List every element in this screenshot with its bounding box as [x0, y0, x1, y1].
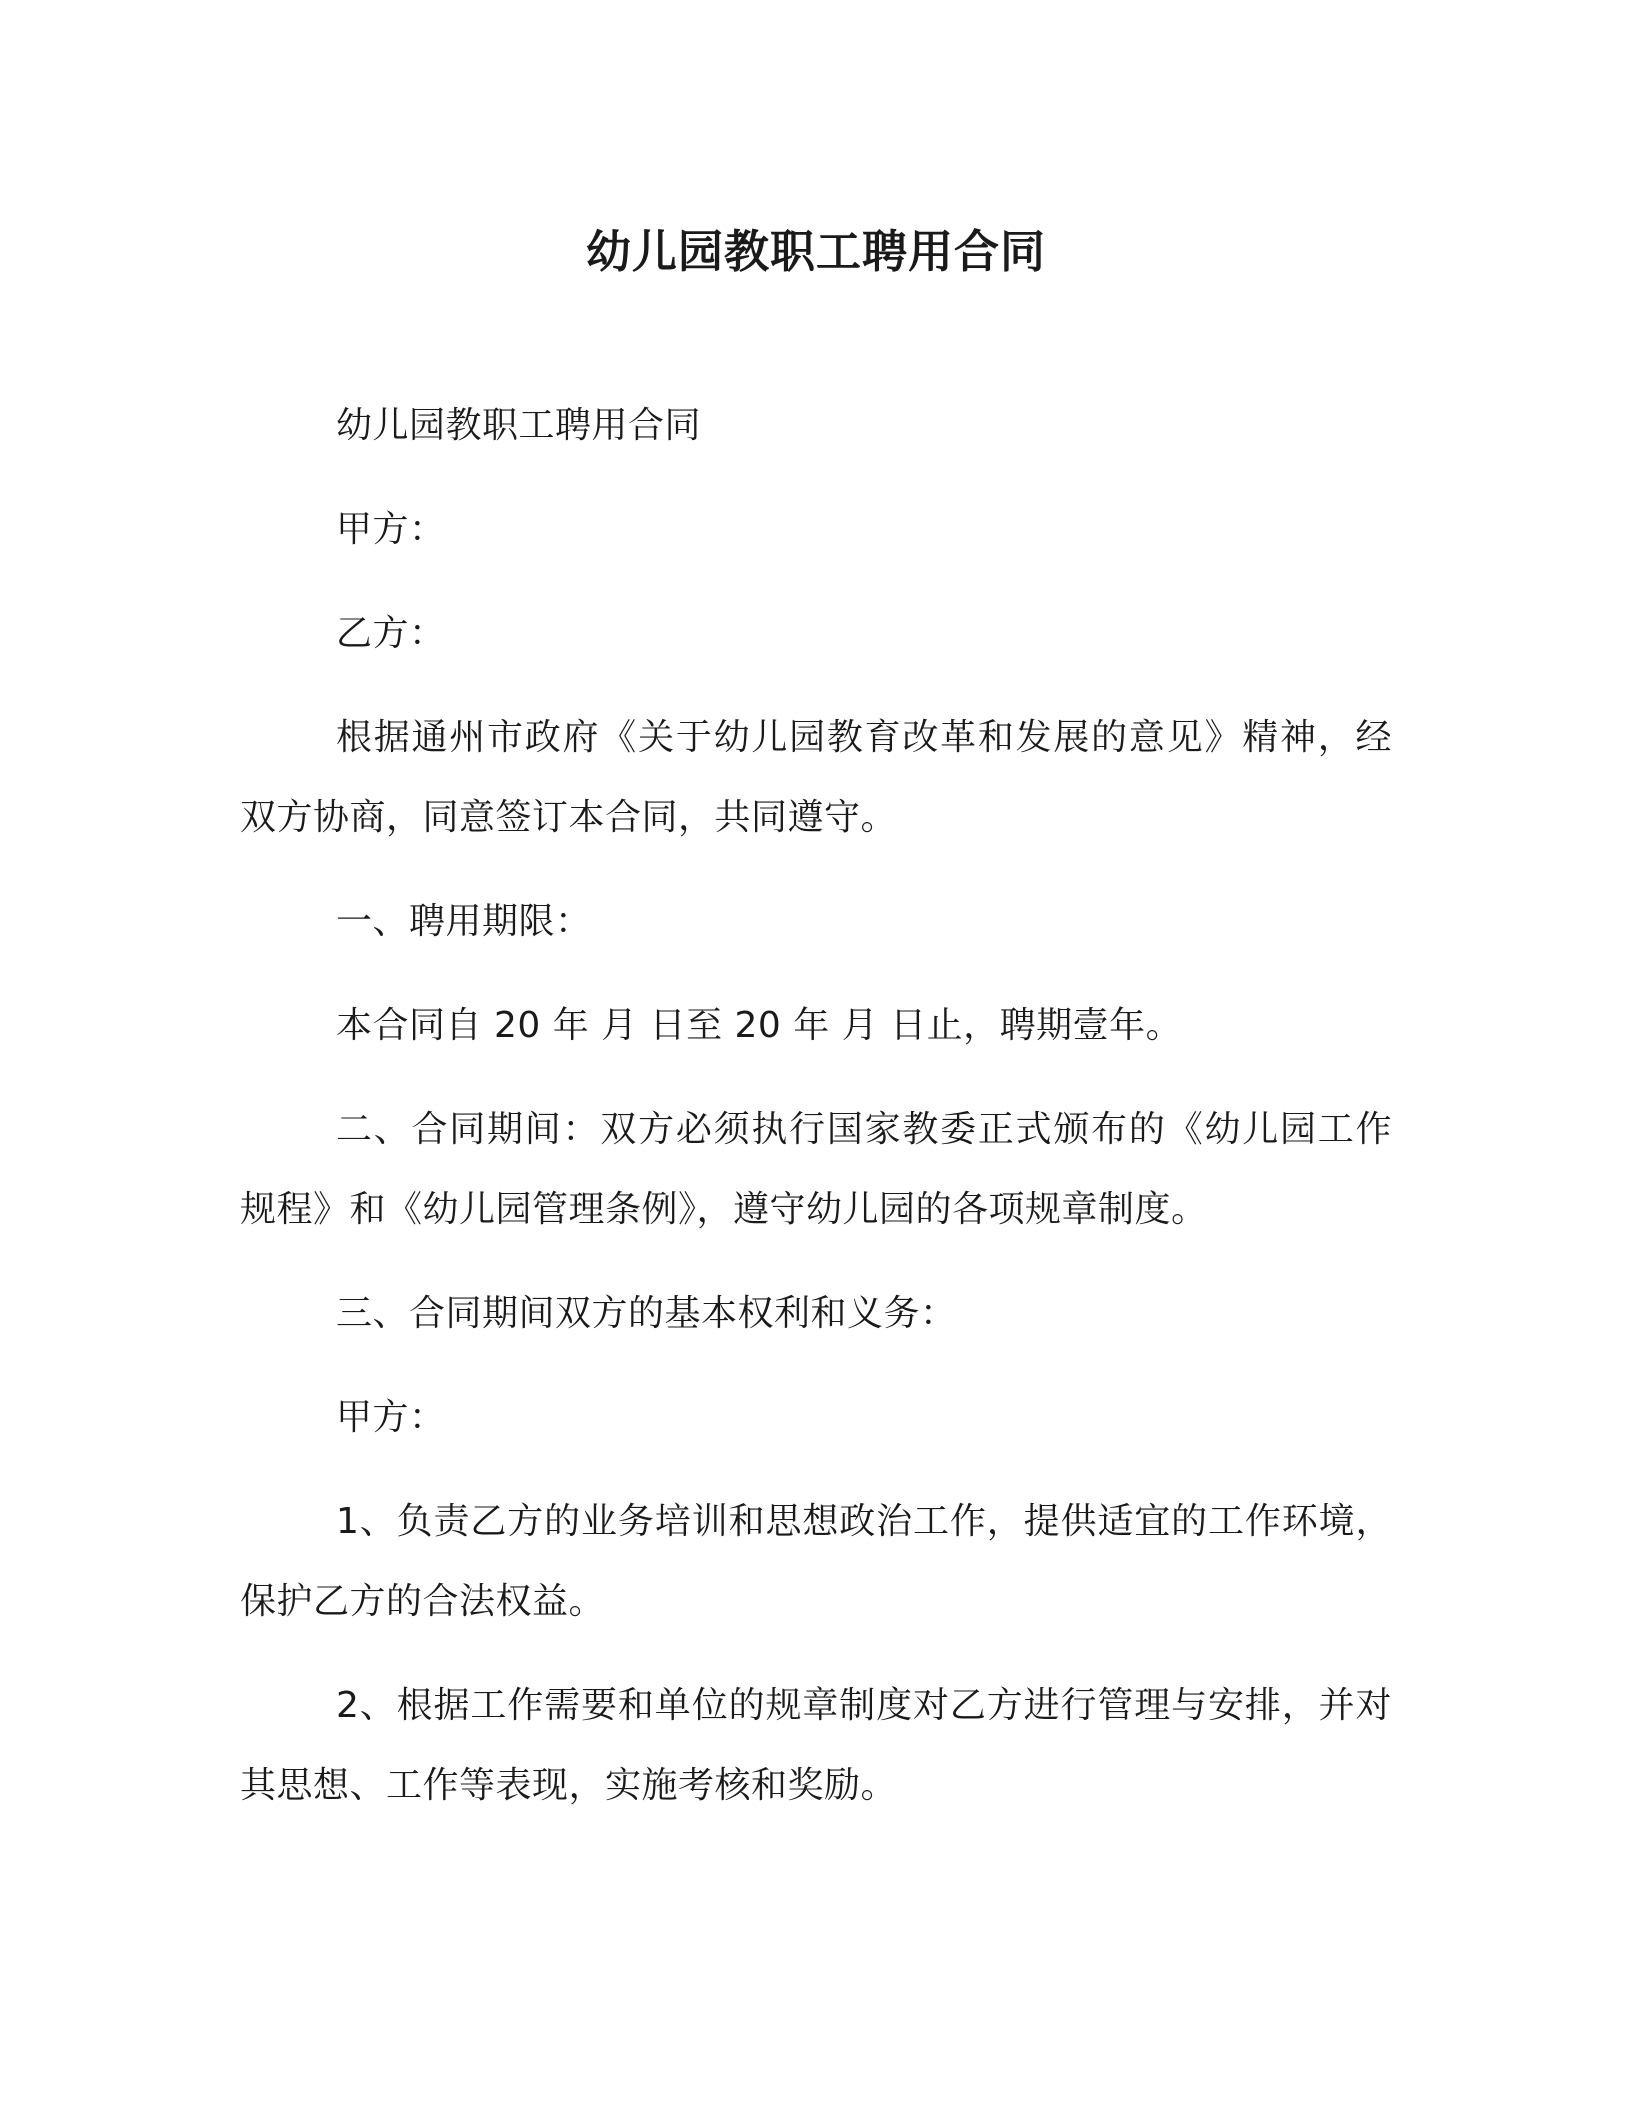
paragraph-party-a-duties-heading: 甲方：	[336, 1397, 446, 1438]
paragraph-duty-1: 1、负责乙方的业务培训和思想政治工作，提供适宜的工作环境，保护乙方的合法权益。	[240, 1501, 1392, 1622]
document-body	[240, 386, 1392, 1850]
paragraph-preamble: 根据通州市政府《关于幼儿园教育改革和发展的意见》精神，经双方协商，同意签订本合同，共同遵守。	[240, 717, 1392, 838]
paragraph-subtitle: 幼儿园教职工聘用合同	[336, 405, 702, 446]
document-title: 幼儿园教职工聘用合同	[585, 225, 1046, 278]
paragraph-duty-2: 2、根据工作需要和单位的规章制度对乙方进行管理与安排，并对其思想、工作等表现，实施考核和奖励。	[240, 1685, 1392, 1806]
paragraph-section-2: 二、合同期间：双方必须执行国家教委正式颁布的《幼儿园工作规程》和《幼儿园管理条例》，遵守幼儿园的各项规章制度。	[240, 1109, 1392, 1230]
paragraph-party-b: 乙方：	[336, 613, 446, 654]
paragraph-party-a: 甲方：	[336, 509, 446, 550]
paragraph-term: 本合同自 20 年 月 日至 20 年 月 日止，聘期壹年。	[336, 1005, 1183, 1046]
paragraph-section-3-heading: 三、合同期间双方的基本权利和义务：	[336, 1293, 957, 1334]
paragraph-section-1-heading: 一、聘用期限：	[336, 901, 592, 942]
